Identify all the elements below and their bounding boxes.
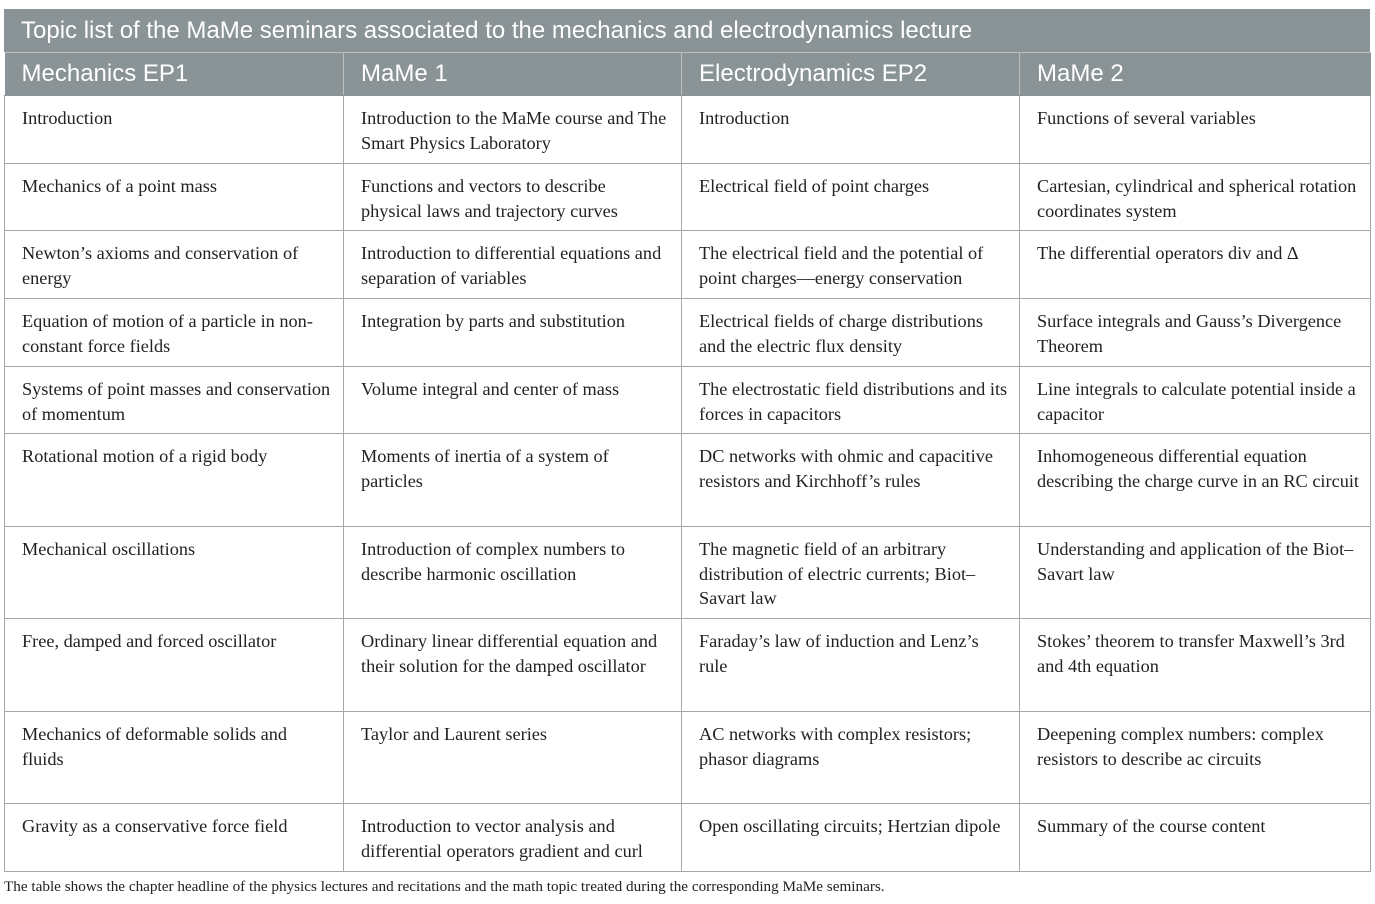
table-cell: Rotational motion of a rigid body <box>5 434 344 527</box>
table-cell: Mechanical oscillations <box>5 527 344 619</box>
table-row <box>5 96 1371 164</box>
table-cell: Surface integrals and Gauss’s Divergence Theorem <box>1020 299 1371 367</box>
table-cell: The differential operators div and Δ <box>1020 231 1371 299</box>
column-header-electrodynamics-ep2: Electrodynamics EP2 <box>682 53 1020 96</box>
header-row <box>5 53 1371 96</box>
table-cell: Understanding and application of the Biot–Savart law <box>1020 527 1371 619</box>
table-cell: Ordinary linear differential equation and their solution for the damped oscillator <box>344 619 682 712</box>
table-cell: Systems of point masses and conservation of momentum <box>5 367 344 434</box>
column-header-mechanics-ep1: Mechanics EP1 <box>5 53 344 96</box>
table-row <box>5 619 1371 712</box>
table-row <box>5 434 1371 527</box>
table-cell: Volume integral and center of mass <box>344 367 682 434</box>
table-row <box>5 712 1371 804</box>
table-cell: Taylor and Laurent series <box>344 712 682 804</box>
topic-table <box>4 52 1371 872</box>
table-cell: Electrical field of point charges <box>682 164 1020 231</box>
table-cell: Inhomogeneous differential equation describing the charge curve in an RC circuit <box>1020 434 1371 527</box>
table-cell: The electrostatic field distributions and its forces in capacitors <box>682 367 1020 434</box>
table-cell: Integration by parts and substitution <box>344 299 682 367</box>
table-cell: Electrical fields of charge distributions and the electric flux density <box>682 299 1020 367</box>
table-cell: Introduction of complex numbers to describe harmonic oscillation <box>344 527 682 619</box>
table-cell: AC networks with complex resistors; phasor diagrams <box>682 712 1020 804</box>
table-cell: The magnetic field of an arbitrary distribution of electric currents; Biot–Savart law <box>682 527 1020 619</box>
table-body <box>5 96 1371 872</box>
table-cell: Summary of the course content <box>1020 804 1371 872</box>
table-caption: Topic list of the MaMe seminars associated to the mechanics and electrodynamics lecture <box>4 9 1370 52</box>
table-row <box>5 367 1371 434</box>
table-cell: Gravity as a conservative force field <box>5 804 344 872</box>
table-cell: Introduction to vector analysis and differential operators gradient and curl <box>344 804 682 872</box>
table-footnote: The table shows the chapter headline of the physics lectures and recitations and the math topic treated during the corresponding MaMe seminars. <box>4 878 885 895</box>
table-header <box>5 53 1371 96</box>
table-cell: Functions and vectors to describe physical laws and trajectory curves <box>344 164 682 231</box>
table-cell: Introduction <box>682 96 1020 164</box>
table-cell: Mechanics of deformable solids and fluids <box>5 712 344 804</box>
table-cell: Functions of several variables <box>1020 96 1371 164</box>
table-cell: The electrical field and the potential of point charges—energy conservation <box>682 231 1020 299</box>
table-cell: Introduction to differential equations and separation of variables <box>344 231 682 299</box>
table-cell: Free, damped and forced oscillator <box>5 619 344 712</box>
table-row <box>5 164 1371 231</box>
table-cell: Introduction to the MaMe course and The Smart Physics Laboratory <box>344 96 682 164</box>
table-cell: DC networks with ohmic and capacitive resistors and Kirchhoff’s rules <box>682 434 1020 527</box>
column-header-mame-1: MaMe 1 <box>344 53 682 96</box>
table-cell: Equation of motion of a particle in non-constant force fields <box>5 299 344 367</box>
table-row <box>5 299 1371 367</box>
table-row <box>5 231 1371 299</box>
table-cell: Line integrals to calculate potential inside a capacitor <box>1020 367 1371 434</box>
table-container <box>4 9 1370 872</box>
table-row <box>5 527 1371 619</box>
table-row <box>5 804 1371 872</box>
table-cell: Introduction <box>5 96 344 164</box>
table-cell: Mechanics of a point mass <box>5 164 344 231</box>
table-cell: Open oscillating circuits; Hertzian dipole <box>682 804 1020 872</box>
table-cell: Deepening complex numbers: complex resistors to describe ac circuits <box>1020 712 1371 804</box>
table-cell: Faraday’s law of induction and Lenz’s rule <box>682 619 1020 712</box>
column-header-mame-2: MaMe 2 <box>1020 53 1371 96</box>
table-cell: Stokes’ theorem to transfer Maxwell’s 3rd and 4th equation <box>1020 619 1371 712</box>
table-cell: Moments of inertia of a system of particles <box>344 434 682 527</box>
table-cell: Newton’s axioms and conservation of energy <box>5 231 344 299</box>
table-cell: Cartesian, cylindrical and spherical rotation coordinates system <box>1020 164 1371 231</box>
